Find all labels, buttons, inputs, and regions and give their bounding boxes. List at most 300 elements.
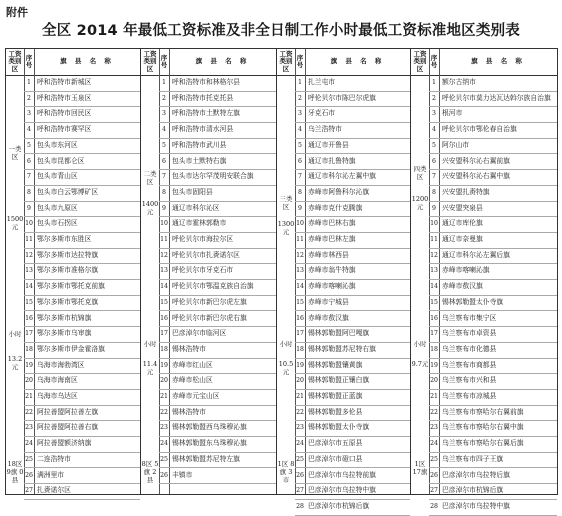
row-number: 1: [295, 75, 305, 92]
row-number: 19: [159, 358, 169, 375]
table-row: [169, 216, 276, 233]
row-number: 24: [24, 436, 34, 453]
block-footnote: 1区 17旗: [412, 460, 428, 476]
table-row: [34, 154, 140, 171]
row-number: 10: [24, 216, 34, 233]
row-number: 3: [159, 106, 169, 123]
table-row: [169, 169, 276, 186]
table-row: [439, 201, 557, 218]
table-row: [169, 405, 276, 422]
table-row: [34, 185, 140, 202]
table-row: [305, 295, 410, 312]
row-number: 8: [159, 185, 169, 202]
region-name: 包头市九原区: [37, 203, 78, 212]
category-block-1: [5, 48, 141, 495]
row-number: 6: [24, 154, 34, 171]
table-row: [439, 295, 557, 312]
row-number: 20: [159, 373, 169, 390]
region-name: 兴安盟科尔沁右翼中旗: [442, 172, 510, 181]
table-row: [305, 154, 410, 171]
row-number: 3: [429, 106, 439, 123]
region-name: 呼和浩特市和林格尔县: [172, 78, 240, 86]
row-number: 6: [429, 154, 439, 171]
table-row: [439, 216, 557, 233]
table-row: [439, 405, 557, 422]
region-name: 锡林郭勒盟正蓝旗: [308, 392, 363, 400]
table-row: [169, 311, 276, 328]
table-row: [439, 420, 557, 437]
table-row: [305, 326, 410, 343]
table-row: [34, 436, 140, 453]
row-number: 14: [295, 279, 305, 296]
table-row: [169, 342, 276, 359]
table-row: [305, 358, 410, 375]
region-name: 鄂尔多斯市乌审旗: [37, 329, 92, 338]
region-name: 巴彦淖尔市磴口县: [308, 454, 363, 463]
table-row: [305, 263, 410, 280]
block-footnote: 1区 8旗 3市: [277, 460, 295, 484]
region-name: 阿拉善盟阿拉善右旗: [37, 423, 99, 432]
category-column: [141, 75, 160, 494]
table-header: [411, 49, 557, 76]
table-row: [34, 483, 140, 500]
table-row: [169, 295, 276, 312]
category-block-3: [276, 48, 411, 510]
row-number: 9: [429, 201, 439, 218]
row-number: 17: [159, 326, 169, 343]
monthly-wage: 1400元: [141, 200, 159, 216]
table-row: [305, 201, 410, 218]
region-name: 巴彦淖尔市临河区: [172, 329, 227, 338]
region-name: 乌海市海南区: [37, 376, 78, 385]
hourly-label: 小时: [279, 340, 293, 348]
table-row: [305, 169, 410, 186]
table-row: [34, 342, 140, 359]
category-block-4: [410, 48, 558, 510]
row-number: 2: [159, 91, 169, 108]
table-row: [169, 279, 276, 296]
row-number: 1: [159, 75, 169, 92]
row-number: 4: [295, 122, 305, 139]
region-name: 锡林郭勒盟阿巴嘎旗: [308, 329, 370, 338]
hourly-label: 小时: [413, 340, 427, 348]
region-name: 额尔古纳市: [442, 78, 476, 86]
region-name: 包头市昆都仑区: [37, 156, 85, 165]
region-name: 赤峰市阿鲁科尔沁旗: [308, 187, 370, 196]
table-row: [34, 373, 140, 390]
block-footnote: 8区 5旗 2县: [141, 460, 159, 484]
row-number: 26: [295, 468, 305, 485]
table-row: [305, 185, 410, 202]
row-number: 19: [24, 358, 34, 375]
table-row: [439, 342, 557, 359]
region-name: 乌兰察布市察哈尔右翼前旗: [442, 407, 524, 416]
table-row: [305, 483, 410, 500]
region-name: 鄂尔多斯市伊金霍洛旗: [37, 344, 105, 353]
header-seq: 序号: [159, 49, 170, 75]
table-row: [169, 326, 276, 343]
row-number: 26: [159, 468, 169, 485]
region-name: 赤峰市敖汉旗: [442, 282, 483, 291]
row-number: 14: [159, 279, 169, 296]
region-name: 锡林郭勒盟东乌珠穆沁旗: [172, 439, 247, 448]
region-name: 丰镇市: [172, 470, 193, 479]
monthly-wage: 1500元: [6, 215, 24, 231]
region-name: 锡林郭勒盟西乌珠穆沁旗: [172, 423, 247, 432]
row-number: 16: [429, 311, 439, 328]
region-name: 锡林郭勒盟太仆寺旗: [308, 423, 370, 432]
row-number: 23: [159, 420, 169, 437]
table-row: [169, 75, 276, 92]
region-name: 包头市东河区: [37, 140, 78, 149]
table-row: [34, 452, 140, 469]
row-number: 13: [429, 263, 439, 280]
row-number: 8: [295, 185, 305, 202]
region-name: 呼伦贝尔市莫力达瓦达斡尔族自治旗: [442, 93, 551, 102]
region-name: 包头市土默特右旗: [172, 156, 227, 165]
table-row: [34, 311, 140, 328]
row-number: 4: [24, 122, 34, 139]
row-number: 15: [159, 295, 169, 312]
table-row: [34, 248, 140, 265]
table-row: [439, 279, 557, 296]
table-row: [439, 373, 557, 390]
row-number: 5: [24, 138, 34, 155]
region-name: 鄂尔多斯市准格尔旗: [37, 266, 99, 275]
region-name: 锡林郭勒盟多伦县: [308, 407, 363, 416]
region-name: 赤峰市松山区: [172, 376, 213, 385]
table-row: [439, 468, 557, 485]
row-number: 20: [429, 373, 439, 390]
header-name: 旗 县 名 称: [471, 57, 525, 66]
region-name: 锡林浩特市: [172, 344, 206, 353]
row-number: 11: [24, 232, 34, 249]
table-row: [34, 389, 140, 406]
row-number: 15: [429, 295, 439, 312]
row-number: 9: [159, 201, 169, 218]
row-number: 8: [429, 185, 439, 202]
table-row: [439, 263, 557, 280]
table-row: [439, 389, 557, 406]
header-name: 旗 县 名 称: [330, 57, 385, 66]
row-number: 22: [159, 405, 169, 422]
row-number: 18: [24, 342, 34, 359]
table-row: [169, 138, 276, 155]
table-row: [439, 75, 557, 92]
row-number: 12: [429, 248, 439, 265]
row-number: 5: [429, 138, 439, 155]
row-number: 28: [295, 499, 305, 516]
region-name: 阿拉善盟阿拉善左旗: [37, 407, 99, 416]
region-name: 牙克石市: [308, 109, 336, 118]
row-number: 7: [429, 169, 439, 186]
region-name: 鄂尔多斯市鄂托克旗: [37, 297, 99, 306]
region-name: 呼伦贝尔市扎赉诺尔区: [172, 250, 240, 259]
table-row: [305, 311, 410, 328]
table-row: [169, 91, 276, 108]
category-column: [6, 75, 25, 494]
table-row: [305, 405, 410, 422]
region-name: 包头市达尔罕茂明安联合旗: [172, 172, 254, 181]
table-row: [305, 373, 410, 390]
row-number: 5: [295, 138, 305, 155]
row-number: 20: [24, 373, 34, 390]
header-category: 工资类别区: [141, 49, 160, 75]
region-name: 巴彦淖尔市乌拉特中旗: [308, 486, 376, 495]
region-name: 赤峰市林西县: [308, 250, 349, 259]
header-category: 工资类别区: [277, 49, 296, 75]
row-number: 11: [159, 232, 169, 249]
region-name: 锡林郭勒盟苏尼特左旗: [172, 454, 240, 463]
region-name: 通辽市奈曼旗: [442, 235, 483, 243]
table-row: [305, 216, 410, 233]
region-name: 兴安盟扎赉特旗: [442, 187, 490, 196]
table-row: [439, 311, 557, 328]
row-number: 13: [24, 263, 34, 280]
table-row: [34, 468, 140, 485]
table-row: [34, 295, 140, 312]
table-row: [439, 452, 557, 469]
category-block-2: [140, 48, 277, 495]
row-number: 19: [429, 358, 439, 375]
table-row: [305, 452, 410, 469]
row-number: 18: [159, 342, 169, 359]
region-name: 呼伦贝尔市牙克石市: [172, 266, 234, 275]
row-number: 7: [159, 169, 169, 186]
region-name: 赤峰市宁城县: [308, 297, 349, 306]
row-number: 14: [429, 279, 439, 296]
table-row: [34, 263, 140, 280]
row-number: 23: [295, 420, 305, 437]
region-name: 乌海市海勃湾区: [37, 360, 85, 369]
region-name: 二连浩特市: [37, 454, 71, 463]
row-number: 25: [159, 452, 169, 469]
region-name: 乌兰察布市四子王旗: [442, 454, 504, 463]
table-row: [439, 483, 557, 500]
region-name: 鄂尔多斯市东胜区: [37, 235, 92, 243]
region-name: 乌兰浩特市: [308, 125, 342, 134]
row-number: 1: [429, 75, 439, 92]
row-number: 7: [24, 169, 34, 186]
region-name: 乌海市乌达区: [37, 392, 78, 400]
region-name: 包头市白云鄂博矿区: [37, 187, 99, 196]
region-name: 阿拉善盟额济纳旗: [37, 439, 92, 448]
region-name: 鄂尔多斯市鄂托克前旗: [37, 282, 105, 291]
region-name: 呼和浩特市武川县: [172, 140, 227, 149]
table-row: [34, 405, 140, 422]
row-number: 14: [24, 279, 34, 296]
region-name: 赤峰市克什克腾旗: [308, 203, 363, 212]
category-name: 二类区: [143, 170, 157, 186]
row-number: 12: [159, 248, 169, 265]
region-name: 乌兰察布市察哈尔右翼中旗: [442, 423, 524, 432]
category-name: 一类区: [8, 145, 22, 161]
hourly-wage: 9.7元: [411, 360, 429, 368]
region-name: 包头市固阳县: [172, 187, 213, 196]
row-number: 11: [429, 232, 439, 249]
region-name: 赤峰市红山区: [172, 360, 213, 369]
region-name: 满洲里市: [37, 470, 65, 479]
table-row: [169, 436, 276, 453]
row-number: 26: [429, 468, 439, 485]
table-row: [305, 420, 410, 437]
row-number: 12: [24, 248, 34, 265]
table-row: [169, 452, 276, 469]
row-number: 16: [295, 311, 305, 328]
table-header: [141, 49, 276, 76]
row-number: 8: [24, 185, 34, 202]
attachment-label: 附件: [6, 6, 28, 19]
hourly-wage: 11.4元: [142, 360, 158, 376]
table-row: [439, 499, 557, 516]
row-number: 16: [159, 311, 169, 328]
region-name: 呼伦贝尔市新巴尔虎左旗: [172, 297, 247, 306]
table-row: [439, 358, 557, 375]
row-number: 25: [295, 452, 305, 469]
table-row: [34, 91, 140, 108]
region-name: 呼伦贝尔市鄂温克族自治旗: [172, 282, 254, 291]
row-number: 12: [295, 248, 305, 265]
row-number: 24: [159, 436, 169, 453]
region-name: 包头市青山区: [37, 172, 78, 181]
table-row: [169, 420, 276, 437]
table-row: [169, 468, 276, 485]
table-row: [305, 122, 410, 139]
header-category: 工资类别区: [6, 49, 25, 75]
table-row: [34, 169, 140, 186]
table-row: [439, 91, 557, 108]
table-row: [34, 279, 140, 296]
hourly-wage: 13.2元: [7, 355, 23, 371]
monthly-wage: 1300元: [277, 220, 295, 236]
table-row: [305, 232, 410, 249]
region-name: 巴彦淖尔市乌拉特前旗: [308, 470, 376, 479]
region-name: 根河市: [442, 109, 463, 118]
region-name: 通辽市开鲁县: [308, 140, 349, 149]
region-name: 呼和浩特市新城区: [37, 78, 92, 86]
row-number: 27: [429, 483, 439, 500]
row-number: 17: [24, 326, 34, 343]
row-number: 27: [24, 483, 34, 500]
table-row: [34, 122, 140, 139]
row-number: 21: [295, 389, 305, 406]
region-name: 锡林浩特市: [172, 407, 206, 416]
region-name: 赤峰市喀喇沁旗: [308, 282, 356, 291]
region-name: 乌兰察布市化德县: [442, 344, 497, 353]
block-footnote: 18区 9旗 0县: [6, 460, 24, 484]
table-row: [305, 138, 410, 155]
table-row: [439, 436, 557, 453]
header-seq: 序号: [24, 49, 35, 75]
table-row: [305, 342, 410, 359]
table-row: [305, 279, 410, 296]
region-name: 呼伦贝尔市陈巴尔虎旗: [308, 93, 376, 102]
region-name: 巴彦淖尔市五原县: [308, 439, 363, 448]
table-row: [169, 358, 276, 375]
row-number: 18: [295, 342, 305, 359]
region-name: 呼和浩特市玉泉区: [37, 93, 92, 102]
page-title: 全区 2014 年最低工资标准及非全日制工作小时最低工资标准地区类别表: [42, 23, 520, 39]
region-name: 乌兰察布市商都县: [442, 360, 497, 369]
table-row: [439, 138, 557, 155]
row-number: 23: [24, 420, 34, 437]
table-row: [169, 263, 276, 280]
table-row: [305, 248, 410, 265]
row-number: 15: [295, 295, 305, 312]
row-number: 22: [24, 405, 34, 422]
row-number: 10: [159, 216, 169, 233]
row-number: 27: [295, 483, 305, 500]
table-row: [169, 106, 276, 123]
region-name: 乌兰察布市察哈尔右翼后旗: [442, 439, 524, 448]
region-name: 包头市石拐区: [37, 219, 78, 228]
region-name: 扎兰屯市: [308, 78, 336, 86]
region-name: 巴彦淖尔市乌拉特中旗: [442, 501, 510, 510]
header-category: 工资类别区: [411, 49, 430, 75]
row-number: 9: [295, 201, 305, 218]
region-name: 赤峰市翁牛特旗: [308, 266, 356, 275]
row-number: 9: [24, 201, 34, 218]
row-number: 24: [429, 436, 439, 453]
region-name: 锡林郭勒盟镶黄旗: [308, 360, 363, 369]
row-number: 2: [429, 91, 439, 108]
region-name: 阿尔山市: [442, 140, 470, 149]
table-row: [169, 232, 276, 249]
hourly-label: 小时: [143, 340, 157, 348]
row-number: 17: [429, 326, 439, 343]
region-name: 兴安盟突泉县: [442, 203, 483, 212]
region-name: 赤峰市敖汉旗: [308, 313, 349, 322]
region-name: 乌兰察布市兴和县: [442, 376, 497, 385]
table-row: [439, 122, 557, 139]
region-name: 鄂尔多斯市杭锦旗: [37, 313, 92, 322]
table-row: [305, 499, 410, 516]
row-number: 25: [24, 452, 34, 469]
header-seq: 序号: [429, 49, 440, 75]
table-row: [34, 138, 140, 155]
region-name: 鄂尔多斯市达拉特旗: [37, 250, 99, 259]
row-number: 2: [24, 91, 34, 108]
table-row: [305, 468, 410, 485]
row-number: 22: [429, 405, 439, 422]
row-number: 13: [295, 263, 305, 280]
row-number: 5: [159, 138, 169, 155]
region-name: 通辽市扎鲁特旗: [308, 156, 356, 165]
row-number: 1: [24, 75, 34, 92]
table-row: [169, 248, 276, 265]
region-name: 巴彦淖尔市杭锦后旗: [308, 501, 370, 510]
table-row: [34, 75, 140, 92]
row-number: 22: [295, 405, 305, 422]
table-header: [277, 49, 410, 76]
table-row: [34, 420, 140, 437]
row-number: 21: [159, 389, 169, 406]
region-name: 乌兰察布市集宁区: [442, 313, 497, 322]
category-name: 三类区: [279, 195, 293, 211]
row-number: 15: [24, 295, 34, 312]
region-name: 巴彦淖尔市乌拉特后旗: [442, 470, 510, 479]
region-name: 锡林郭勒盟太仆寺旗: [442, 297, 504, 306]
row-number: 19: [295, 358, 305, 375]
region-name: 通辽市科尔沁左翼中旗: [308, 172, 376, 181]
header-name: 旗 县 名 称: [195, 57, 250, 66]
hourly-wage: 10.5元: [278, 360, 294, 376]
region-name: 赤峰市巴林右旗: [308, 219, 356, 228]
region-name: 呼和浩特市清水河县: [172, 125, 234, 134]
row-number: 21: [24, 389, 34, 406]
row-number: 21: [429, 389, 439, 406]
hourly-label: 小时: [8, 330, 22, 338]
